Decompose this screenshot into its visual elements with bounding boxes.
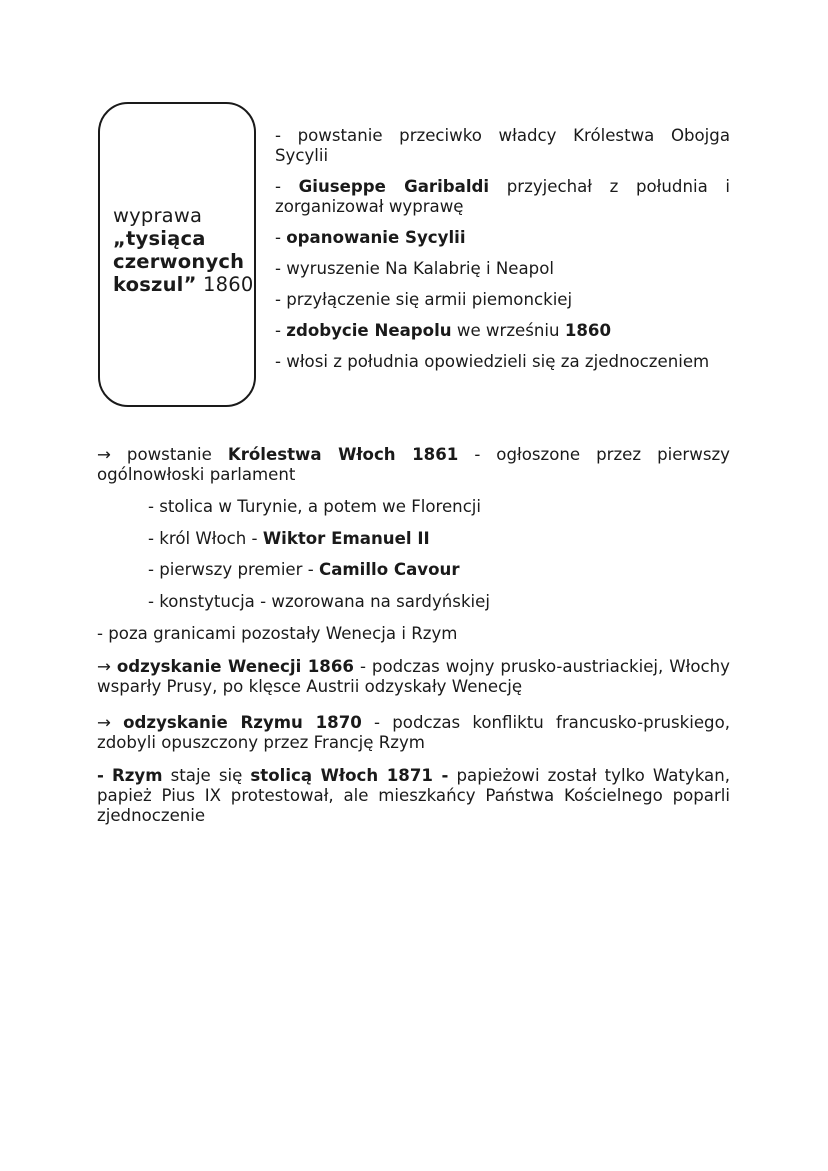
capital-paragraph: - Rzym staje się stolicą Włoch 1871 - papieżowi został tylko Watykan, papież Pius IX protestował, ale mieszkańcy Państwa Kościelnego poparli zjednoczenie — [97, 766, 730, 825]
list-item: - powstanie przeciwko władcy Królestwa Obojga Sycylii — [275, 126, 730, 165]
kingdom-paragraph: → powstanie Królestwa Włoch 1861 - ogłoszone przez pierwszy ogólnowłoski parlament — [97, 445, 731, 484]
list-item: - włosi z południa opowiedzieli się za zjednoczeniem — [275, 352, 710, 371]
arrow-icon: → — [97, 657, 111, 676]
arrow-icon: → — [97, 713, 111, 732]
sub-item: - pierwszy premier - Camillo Cavour — [148, 560, 460, 579]
expedition-list — [275, 126, 730, 383]
sub-item: - król Włoch - Wiktor Emanuel II — [148, 529, 430, 548]
rome-paragraph: → odzyskanie Rzymu 1870 - podczas konfliktu francusko-pruskiego, zdobyli opuszczony przez Francję Rzym — [97, 713, 731, 752]
list-item: - przyłączenie się armii piemonckiej — [275, 290, 573, 309]
label-line: wyprawa — [113, 204, 203, 227]
list-item: - zdobycie Neapolu we wrześniu 1860 — [275, 321, 612, 340]
borders-line: - poza granicami pozostały Wenecja i Rzym — [97, 624, 458, 643]
arrow-icon: → — [97, 445, 111, 464]
topic-label — [113, 204, 263, 296]
list-item: - opanowanie Sycylii — [275, 228, 466, 247]
sub-item: - stolica w Turynie, a potem we Florencji — [148, 497, 482, 516]
bold-name: Giuseppe Garibaldi — [298, 177, 490, 196]
label-line: koszul” — [113, 273, 197, 296]
label-line: czerwonych — [113, 250, 245, 273]
venice-paragraph: → odzyskanie Wenecji 1866 - podczas wojny prusko-austriackiej, Włochy wsparły Prusy, po klęsce Austrii odzyskały Wenecję — [97, 657, 731, 696]
list-item: - wyruszenie Na Kalabrię i Neapol — [275, 259, 554, 278]
sub-item: - konstytucja - wzorowana na sardyńskiej — [148, 592, 490, 611]
label-year: 1860 — [203, 273, 254, 296]
label-line: „tysiąca — [113, 227, 206, 250]
list-item: - Giuseppe Garibaldi przyjechał z południa i zorganizował wyprawę — [275, 177, 730, 216]
